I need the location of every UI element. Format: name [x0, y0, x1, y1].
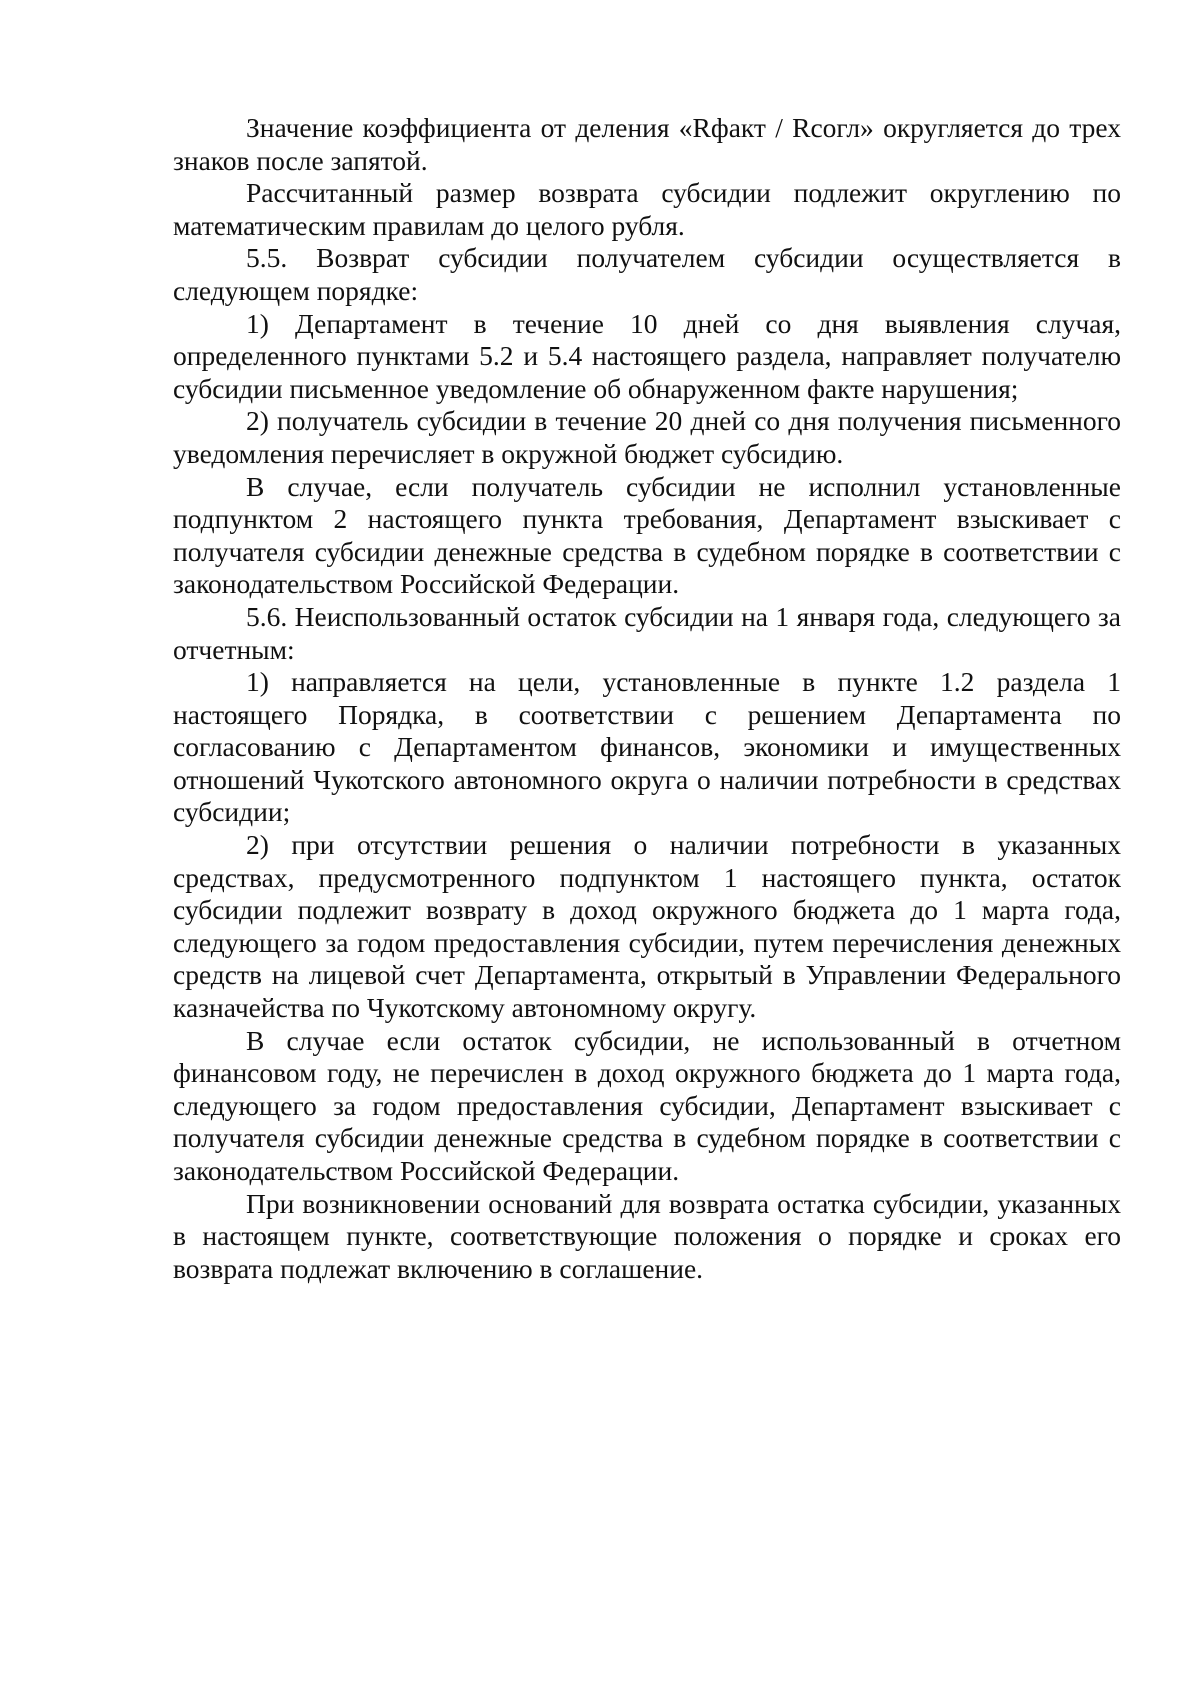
paragraph-5-5: 5.5. Возврат субсидии получателем субсидии осуществляется в следующем порядке:: [173, 242, 1121, 306]
paragraph-5-6-item-1: 1) направляется на цели, установленные в пункте 1.2 раздела 1 настоящего Порядка, в соответствии с решением Департамента по согласованию с Департаментом финансов, экономики и имущественных отношений Чукотского автономного округа о наличии потребности в средствах субсидии;: [173, 666, 1121, 828]
paragraph-5-6-agreement: При возникновении оснований для возврата остатка субсидии, указанных в настоящем пункте, соответствующие положения о порядке и сроках его возврата подлежат включению в соглашение.: [173, 1187, 1121, 1284]
paragraph-5-5-item-1: 1) Департамент в течение 10 дней со дня выявления случая, определенного пунктами 5.2 и 5.4 настоящего раздела, направляет получателю субсидии письменное уведомление об обнаруженном факте нарушения;: [173, 307, 1121, 404]
paragraph-5-6: 5.6. Неиспользованный остаток субсидии на 1 января года, следующего за отчетным:: [173, 600, 1121, 665]
paragraph-coefficient-rounding: Значение коэффициента от деления «Rфакт / Rсогл» округляется до трех знаков после запятой.: [173, 112, 1121, 176]
paragraph-5-5-item-2: 2) получатель субсидии в течение 20 дней со дня получения письменного уведомления перечисляет в окружной бюджет субсидию.: [173, 405, 1121, 469]
paragraph-5-6-recovery: В случае если остаток субсидии, не использованный в отчетном финансовом году, не перечислен в доход окружного бюджета до 1 марта года, следующего за годом предоставления субсидии, Департамент взыскивает с получателя субсидии денежные средства в судебном порядке в соответствии с законодательством Российской Федерации.: [173, 1024, 1121, 1186]
document-body: [173, 112, 1121, 1285]
paragraph-refund-rounding: Рассчитанный размер возврата субсидии подлежит округлению по математическим правилам до целого рубля.: [173, 177, 1121, 241]
paragraph-5-5-recovery: В случае, если получатель субсидии не исполнил установленные подпунктом 2 настоящего пункта требования, Департамент взыскивает с получателя субсидии денежные средства в судебном порядке в соответствии с законодательством Российской Федерации.: [173, 470, 1121, 600]
paragraph-5-6-item-2: 2) при отсутствии решения о наличии потребности в указанных средствах, предусмотренного подпунктом 1 настоящего пункта, остаток субсидии подлежит возврату в доход окружного бюджета до 1 марта года, следующего за годом предоставления субсидии, путем перечисления денежных средств на лицевой счет Департамента, открытый в Управлении Федерального казначейства по Чукотскому автономному округу.: [173, 829, 1121, 1024]
